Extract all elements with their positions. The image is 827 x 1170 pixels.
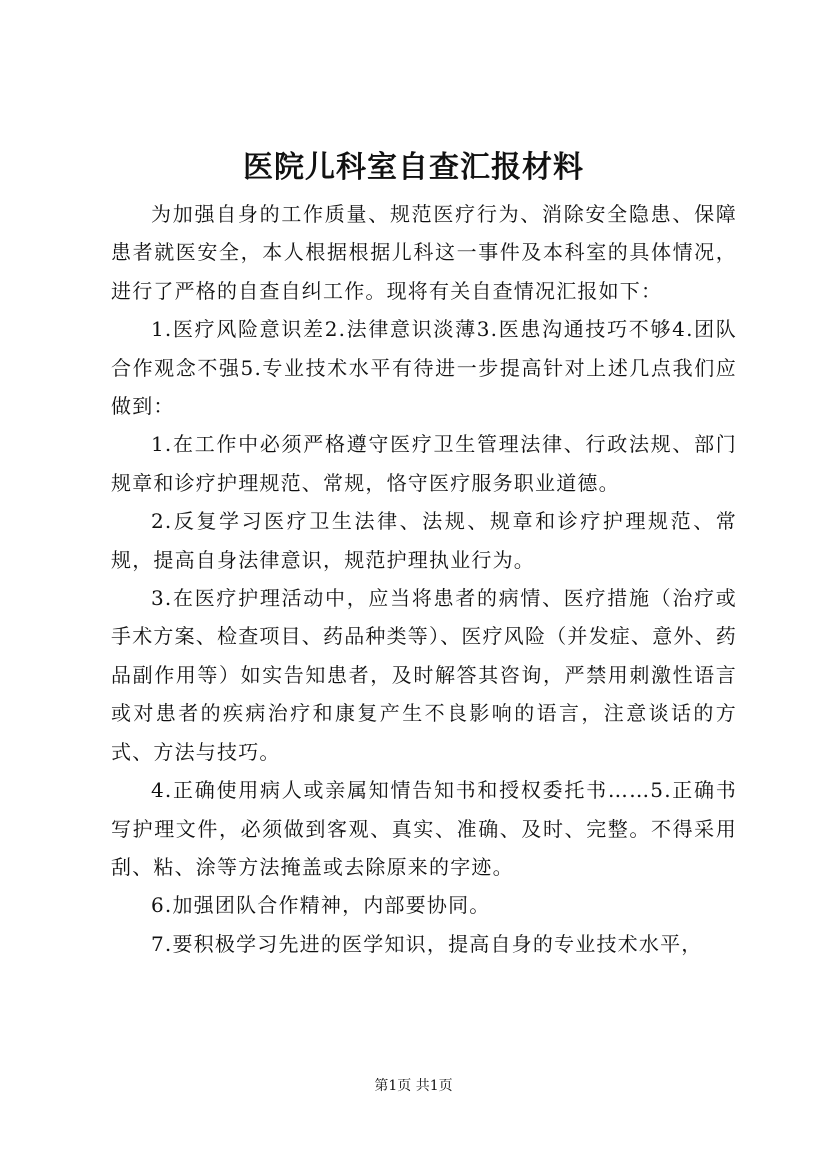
paragraph-item-1: 1.在工作中必须严格遵守医疗卫生管理法律、行政法规、部门规章和诊疗护理规范、常规，恪守医疗服务职业道德。 [111,432,737,495]
document-title: 医院儿科室自查汇报材料 [243,150,584,185]
document-body [111,195,737,963]
paragraph-issues: 1.医疗风险意识差2.法律意识淡薄3.医患沟通技巧不够4.团队合作观念不强5.专业技术水平有待进一步提高针对上述几点我们应做到： [111,317,737,419]
paragraph-item-7: 7.要积极学习先进的医学知识，提高自身的专业技术水平， [151,931,703,956]
paragraph-item-3: 3.在医疗护理活动中，应当将患者的病情、医疗措施（治疗或手术方案、检查项目、药品种类等）、医疗风险（并发症、意外、药品副作用等）如实告知患者，及时解答其咨询，严禁用刺激性语言或对患者的疾病治疗和康复产生不良影响的语言，注意谈话的方式、方法与技巧。 [111,586,737,764]
page-number-footer: 第1页 共1页 [374,1078,453,1094]
paragraph-item-2: 2.反复学习医疗卫生法律、法规、规章和诊疗护理规范、常规，提高自身法律意识，规范护理执业行为。 [111,509,737,572]
paragraph-item-6: 6.加强团队合作精神，内部要协同。 [151,893,491,918]
paragraph-item-4-5: 4.正确使用病人或亲属知情告知书和授权委托书……5.正确书写护理文件，必须做到客观、真实、准确、及时、完整。不得采用刮、粘、涂等方法掩盖或去除原来的字迹。 [111,778,737,879]
paragraph-intro: 为加强自身的工作质量、规范医疗行为、消除安全隐患、保障患者就医安全，本人根据根据儿科这一事件及本科室的具体情况，进行了严格的自查自纠工作。现将有关自查情况汇报如下： [111,202,737,303]
